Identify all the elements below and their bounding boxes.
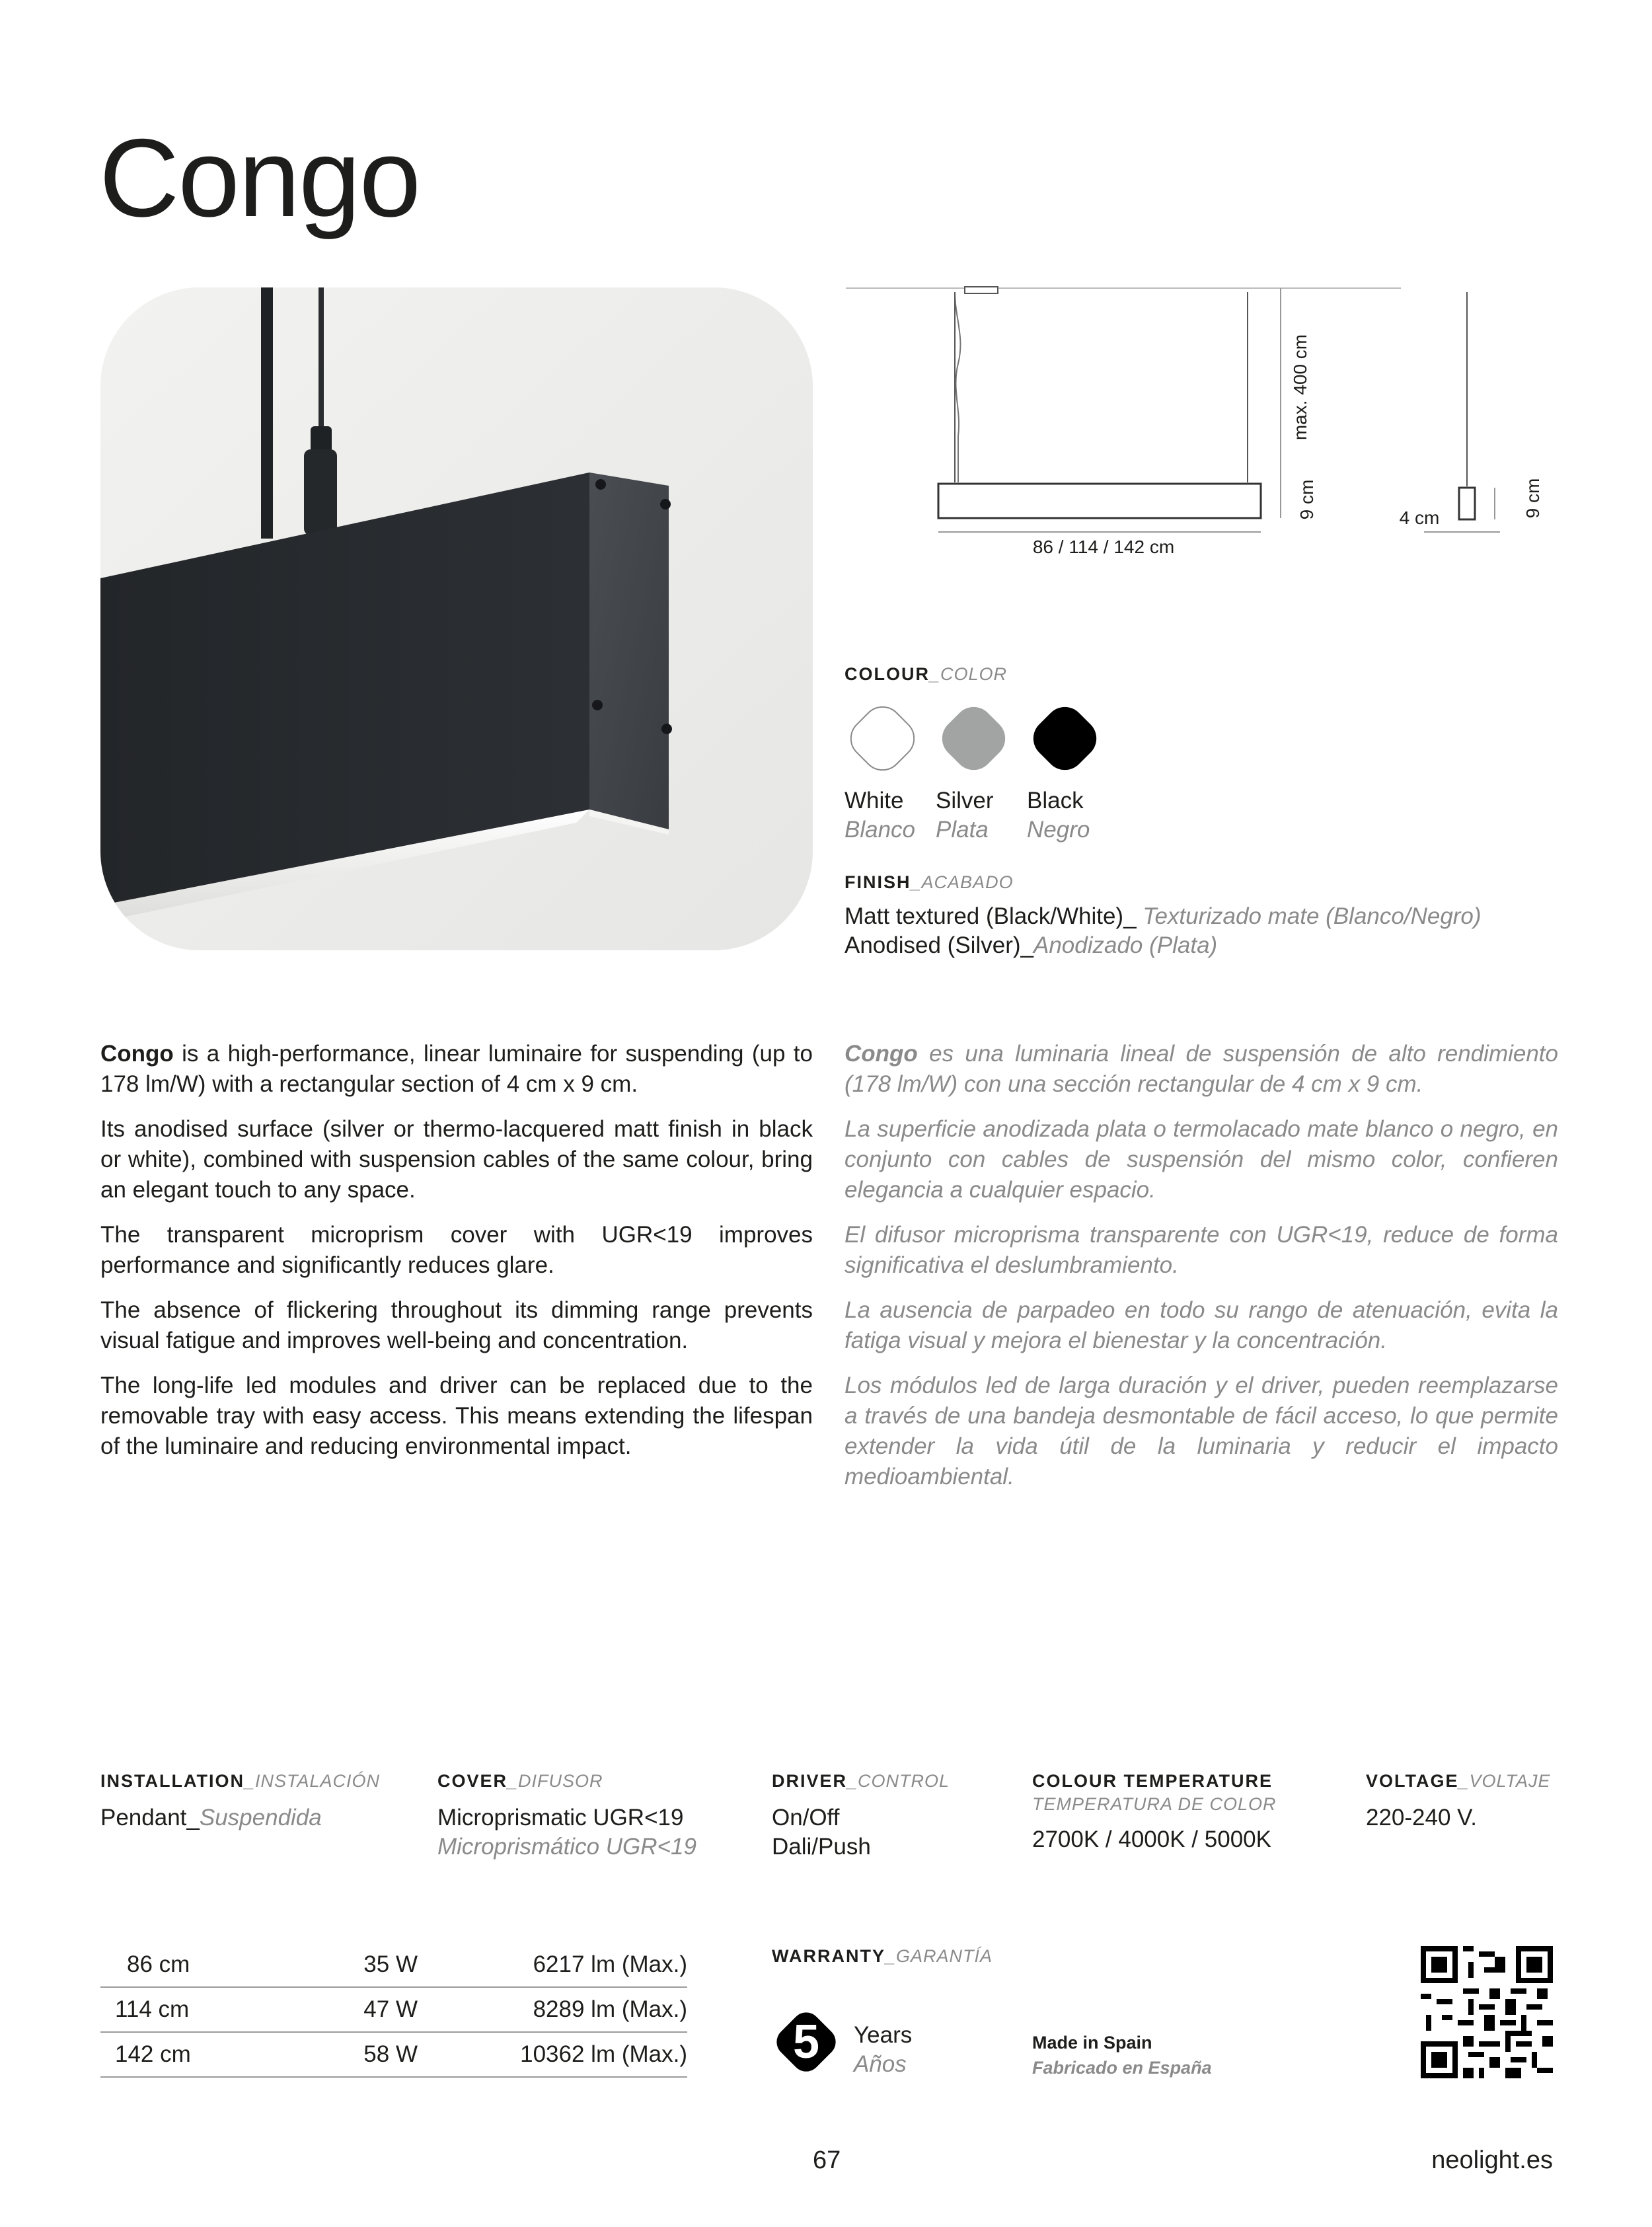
page-number: 67 xyxy=(813,2146,841,2174)
warranty-badge-icon xyxy=(770,2006,843,2078)
row-power: 35 W xyxy=(259,1943,418,1987)
row-length: 114 cm xyxy=(100,1987,259,2032)
description-en-p4: The absence of flickering throughout its dimming range prevents visual fatigue and improves well-being and concentration. xyxy=(100,1297,813,1353)
length-dimension-label: 86 / 114 / 142 cm xyxy=(1032,537,1175,557)
table-row xyxy=(100,2032,687,2077)
description-es-p2: La superficie anodizada plata o termolacado mate blanco o negro, en conjunto con cables de suspensión del mismo color, confieren elegancia a cualquier espacio. xyxy=(845,1116,1558,1203)
dimension-diagram xyxy=(839,278,1559,568)
row-flux: 8289 lm (Max.) xyxy=(418,1987,687,2032)
finish-label-es: _ACABADO xyxy=(911,872,1014,892)
made-in-spain xyxy=(1032,2030,1212,2080)
side-width-label: 4 cm xyxy=(1399,508,1440,528)
driver-value-1: On/Off xyxy=(772,1805,840,1831)
page-title: Congo xyxy=(99,116,420,240)
body-height-label: 9 cm xyxy=(1296,479,1317,520)
swatch-label-white xyxy=(845,786,915,845)
description-es-p3: El difusor microprisma transparente con UGR<19, reduce de forma significativa el deslumbramiento. xyxy=(845,1222,1558,1278)
cover-value-es: Microprismático UGR<19 xyxy=(437,1834,696,1860)
description-en-p1 xyxy=(100,1039,813,1100)
warranty-label xyxy=(772,1946,993,1967)
height-dimension-label: max. 400 cm xyxy=(1290,334,1310,441)
driver-label-en: DRIVER xyxy=(772,1771,848,1791)
description-en-product-name: Congo xyxy=(100,1041,174,1067)
swatch-label-silver-es: Plata xyxy=(936,817,989,843)
made-in-es: Fabricado en España xyxy=(1032,2058,1212,2078)
swatch-label-silver-en: Silver xyxy=(936,788,994,813)
installation-value-en: Pendant_ xyxy=(100,1805,200,1831)
cover-label-es: _DIFUSOR xyxy=(507,1771,603,1791)
installation-value-es: Suspendida xyxy=(199,1805,322,1831)
finish-line-1-es: Texturizado mate (Blanco/Negro) xyxy=(1136,903,1482,929)
description-es-p4: La ausencia de parpadeo en todo su rango de atenuación, evita la fatiga visual y mejora el bienestar y la concentración. xyxy=(845,1297,1558,1353)
swatch-white xyxy=(845,700,920,780)
warranty-years-en: Years xyxy=(854,2022,913,2048)
description-es-p1-text: es una luminaria lineal de suspensión de alto rendimiento (178 lm/W) con una sección rectangular de 4 cm x 9 cm. xyxy=(845,1041,1558,1097)
row-power: 47 W xyxy=(259,1987,418,2032)
swatch-label-black-en: Black xyxy=(1027,788,1084,813)
spec-driver xyxy=(772,1771,950,1862)
description-en-p5: The long-life led modules and driver can be replaced due to the removable tray with easy access. This means extending the lifespan of the luminaire and reducing environmental impact. xyxy=(100,1373,813,1459)
product-photo xyxy=(100,287,813,950)
finish-line-1 xyxy=(845,902,1482,931)
swatch-label-black-es: Negro xyxy=(1027,817,1090,843)
driver-label-es: _CONTROL xyxy=(847,1771,950,1791)
colour-temperature-label-en: COLOUR TEMPERATURE xyxy=(1032,1771,1273,1791)
row-flux: 6217 lm (Max.) xyxy=(418,1943,687,1987)
warranty-label-en: WARRANTY xyxy=(772,1946,885,1966)
installation-label-es: _INSTALACIÓN xyxy=(244,1771,381,1791)
swatch-label-white-en: White xyxy=(845,788,904,813)
finish-values xyxy=(845,902,1482,960)
cover-value-en: Microprismatic UGR<19 xyxy=(437,1805,684,1831)
website-link[interactable]: neolight.es xyxy=(1431,2146,1553,2174)
description-en-p1-text: is a high-performance, linear luminaire for suspending (up to 178 lm/W) with a rectangular section of 4 cm x 9 cm. xyxy=(100,1041,813,1097)
description-spanish xyxy=(845,1039,1558,1507)
spec-cover xyxy=(437,1771,696,1862)
table-row xyxy=(100,1943,687,1987)
finish-line-2 xyxy=(845,931,1482,960)
table-row xyxy=(100,1987,687,2032)
finish-label xyxy=(845,872,1014,893)
swatch-label-white-es: Blanco xyxy=(845,817,916,843)
colour-label-es: _COLOR xyxy=(930,664,1008,684)
voltage-value: 220-240 V. xyxy=(1366,1805,1478,1831)
finish-line-1-en: Matt textured (Black/White)_ xyxy=(845,903,1137,929)
swatch-label-silver xyxy=(936,786,994,845)
warranty-years-es: Años xyxy=(854,2051,907,2077)
warranty-label-es: _GARANTÍA xyxy=(885,1946,993,1966)
colour-label xyxy=(845,664,1007,685)
made-in-en: Made in Spain xyxy=(1032,2033,1152,2053)
finish-label-en: FINISH xyxy=(845,872,911,892)
row-length: 142 cm xyxy=(100,2032,259,2077)
description-es-p5: Los módulos led de larga duración y el driver, pueden reemplazarse a través de una bandeja desmontable de fácil acceso, lo que permite extender la vida útil de la luminaria y reducir el impacto medioambiental. xyxy=(845,1373,1558,1490)
spec-voltage xyxy=(1366,1771,1551,1832)
colour-temperature-label-es: TEMPERATURA DE COLOR xyxy=(1032,1794,1277,1814)
warranty-years xyxy=(854,2021,912,2079)
finish-line-2-en: Anodised (Silver)_ xyxy=(845,932,1033,958)
colour-temperature-value: 2700K / 4000K / 5000K xyxy=(1032,1827,1271,1852)
qr-code[interactable] xyxy=(1421,1946,1553,2078)
spec-installation xyxy=(100,1771,380,1832)
description-en-p2: Its anodised surface (silver or thermo-lacquered matt finish in black or white), combined with suspension cables of the same colour, bring an elegant touch to any space. xyxy=(100,1116,813,1203)
voltage-label-es: _VOLTAJE xyxy=(1458,1771,1551,1791)
description-es-p1 xyxy=(845,1039,1558,1100)
warranty-years-number: 5 xyxy=(792,2016,820,2068)
swatch-silver xyxy=(936,700,1012,780)
driver-value-2: Dali/Push xyxy=(772,1834,871,1860)
colour-label-en: COLOUR xyxy=(845,664,930,684)
cover-label-en: COVER xyxy=(437,1771,508,1791)
description-es-product-name: Congo xyxy=(845,1041,918,1067)
installation-label-en: INSTALLATION xyxy=(100,1771,244,1791)
row-length: 86 cm xyxy=(100,1943,259,1987)
voltage-label-en: VOLTAGE xyxy=(1366,1771,1459,1791)
spec-colour-temperature xyxy=(1032,1771,1277,1854)
row-flux: 10362 lm (Max.) xyxy=(418,2032,687,2077)
description-english xyxy=(100,1039,813,1476)
side-height-label: 9 cm xyxy=(1522,478,1543,519)
swatch-label-black xyxy=(1027,786,1090,845)
performance-table xyxy=(100,1943,687,2078)
swatch-black xyxy=(1027,700,1103,780)
row-power: 58 W xyxy=(259,2032,418,2077)
finish-line-2-es: Anodizado (Plata) xyxy=(1033,932,1218,958)
description-en-p3: The transparent microprism cover with UGR<19 improves performance and significantly reduces glare. xyxy=(100,1222,813,1278)
